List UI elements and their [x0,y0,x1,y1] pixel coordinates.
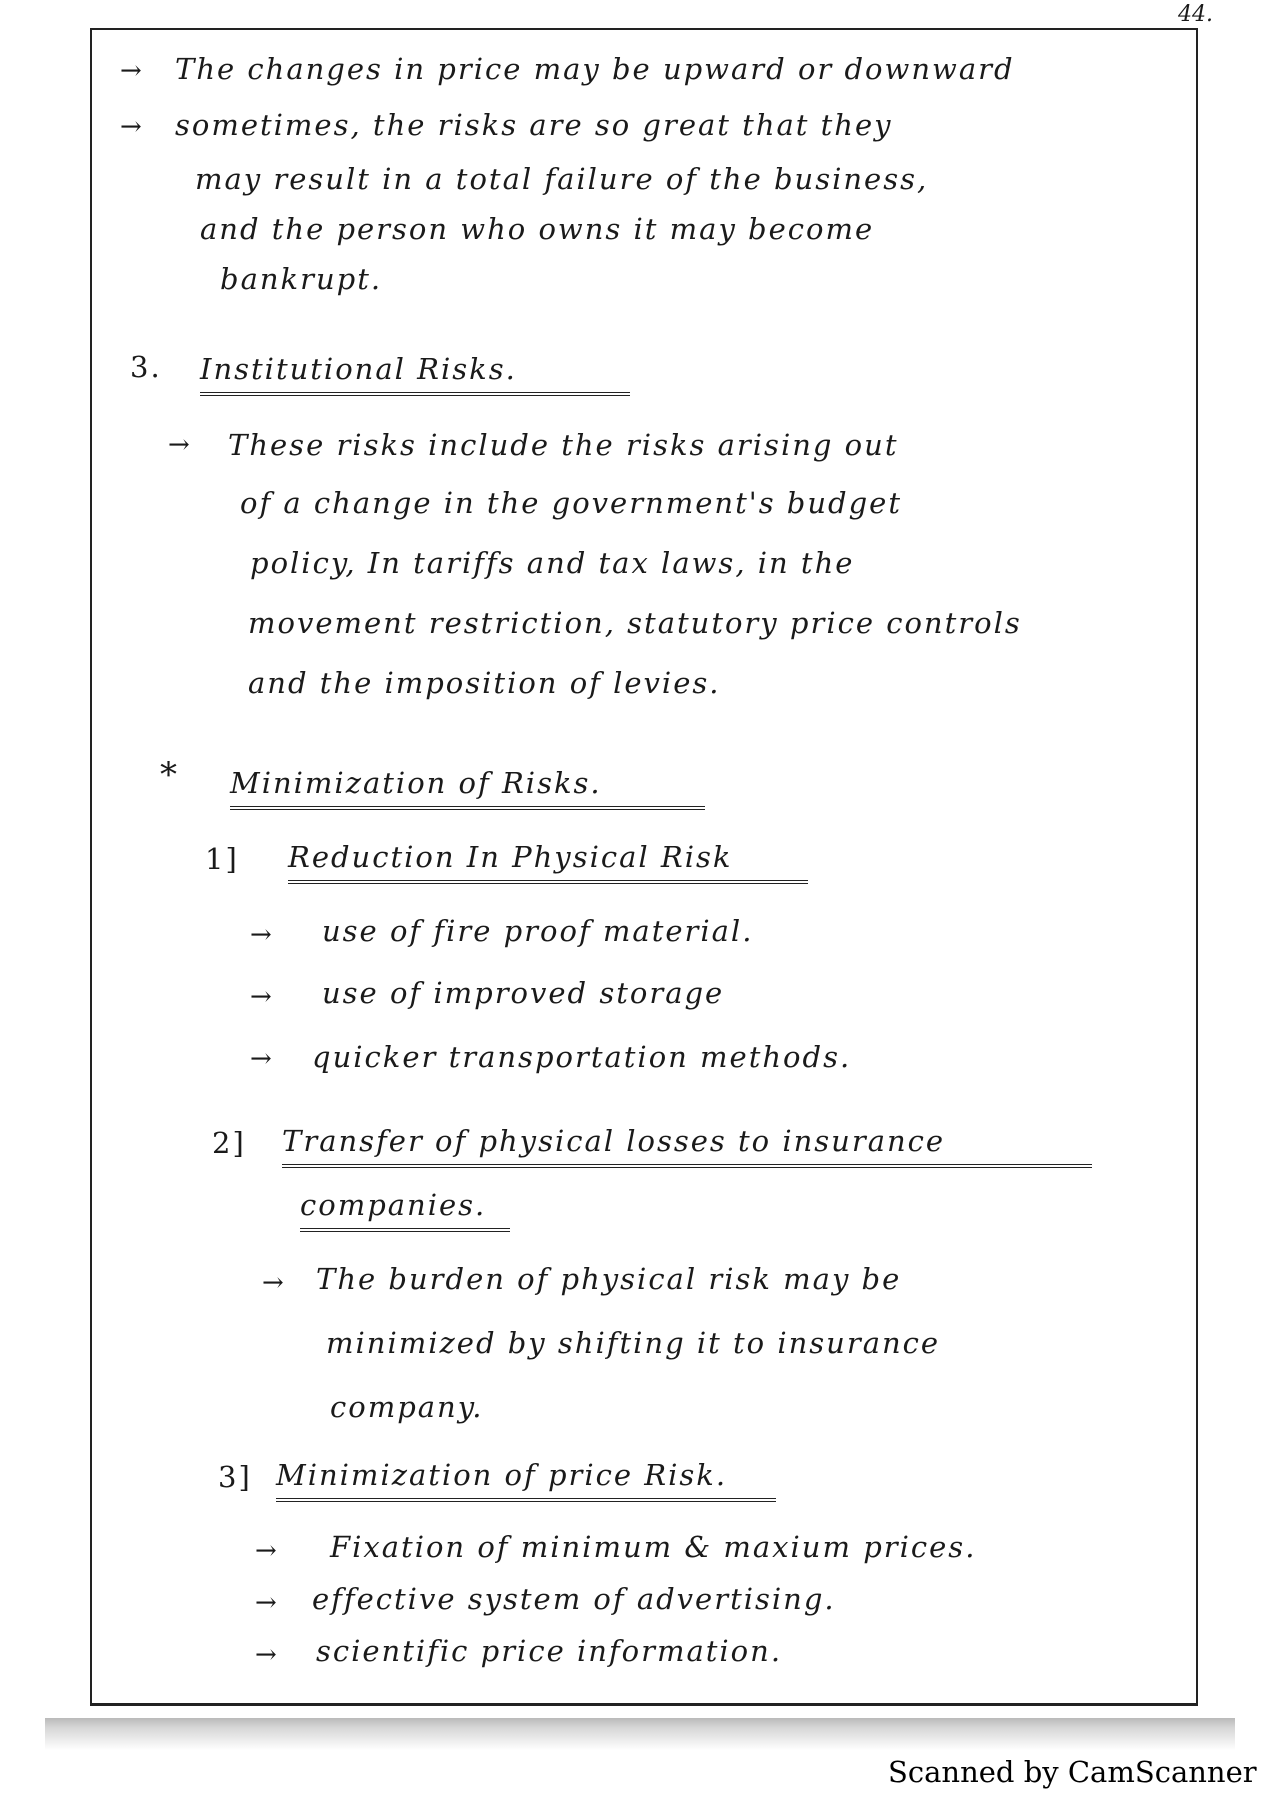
sub2-line-2: minimized by shifting it to insurance [326,1326,941,1360]
sub1-item-1: use of fire proof material. [322,914,754,948]
sub3-item-2: effective system of advertising. [312,1582,836,1616]
sub3-item-3: scientific price information. [316,1634,783,1668]
sub2-heading-line-2: companies. [300,1188,510,1232]
arrow-bullet: → [262,1268,286,1298]
asterisk-marker: * [160,755,179,795]
page-number: 44. [1178,2,1213,27]
intro-line-5: bankrupt. [220,262,383,296]
intro-line-1: The changes in price may be upward or downward [175,52,1015,86]
arrow-bullet: → [255,1640,279,1670]
intro-line-4: and the person who owns it may become [200,212,875,246]
arrow-bullet: → [120,56,144,86]
sub3-heading: Minimization of price Risk. [276,1458,776,1502]
intro-line-3: may result in a total failure of the business, [195,162,929,196]
sub2-number: 2] [212,1126,246,1160]
sub1-item-2: use of improved storage [322,976,725,1010]
sub2-line-1: The burden of physical risk may be [316,1262,902,1296]
arrow-bullet: → [255,1588,279,1618]
sub2-heading-line-1: Transfer of physical losses to insurance [282,1124,1092,1168]
arrow-bullet: → [255,1536,279,1566]
arrow-bullet: → [168,430,192,460]
sub3-item-1: Fixation of minimum & maxium prices. [330,1530,977,1564]
section3-line-3: policy, In tariffs and tax laws, in the [250,546,855,580]
arrow-bullet: → [250,1044,274,1074]
section3-line-4: movement restriction, statutory price controls [248,606,1022,640]
section-number: 3. [130,350,162,384]
sub2-line-3: company. [330,1390,484,1424]
arrow-bullet: → [250,920,274,950]
arrow-bullet: → [120,112,144,142]
scanner-watermark: Scanned by CamScanner [888,1755,1257,1789]
sub1-heading: Reduction In Physical Risk [288,840,808,884]
section-heading: Institutional Risks. [200,352,630,396]
intro-line-2: sometimes, the risks are so great that they [175,108,893,142]
arrow-bullet: → [250,982,274,1012]
sub1-item-3: quicker transportation methods. [312,1040,852,1074]
sub3-number: 3] [218,1460,252,1494]
minimization-heading: Minimization of Risks. [230,766,705,810]
section3-line-1: These risks include the risks arising out [228,428,899,462]
sub1-number: 1] [205,842,239,876]
section3-line-5: and the imposition of levies. [248,666,721,700]
section3-line-2: of a change in the government's budget [240,486,902,520]
